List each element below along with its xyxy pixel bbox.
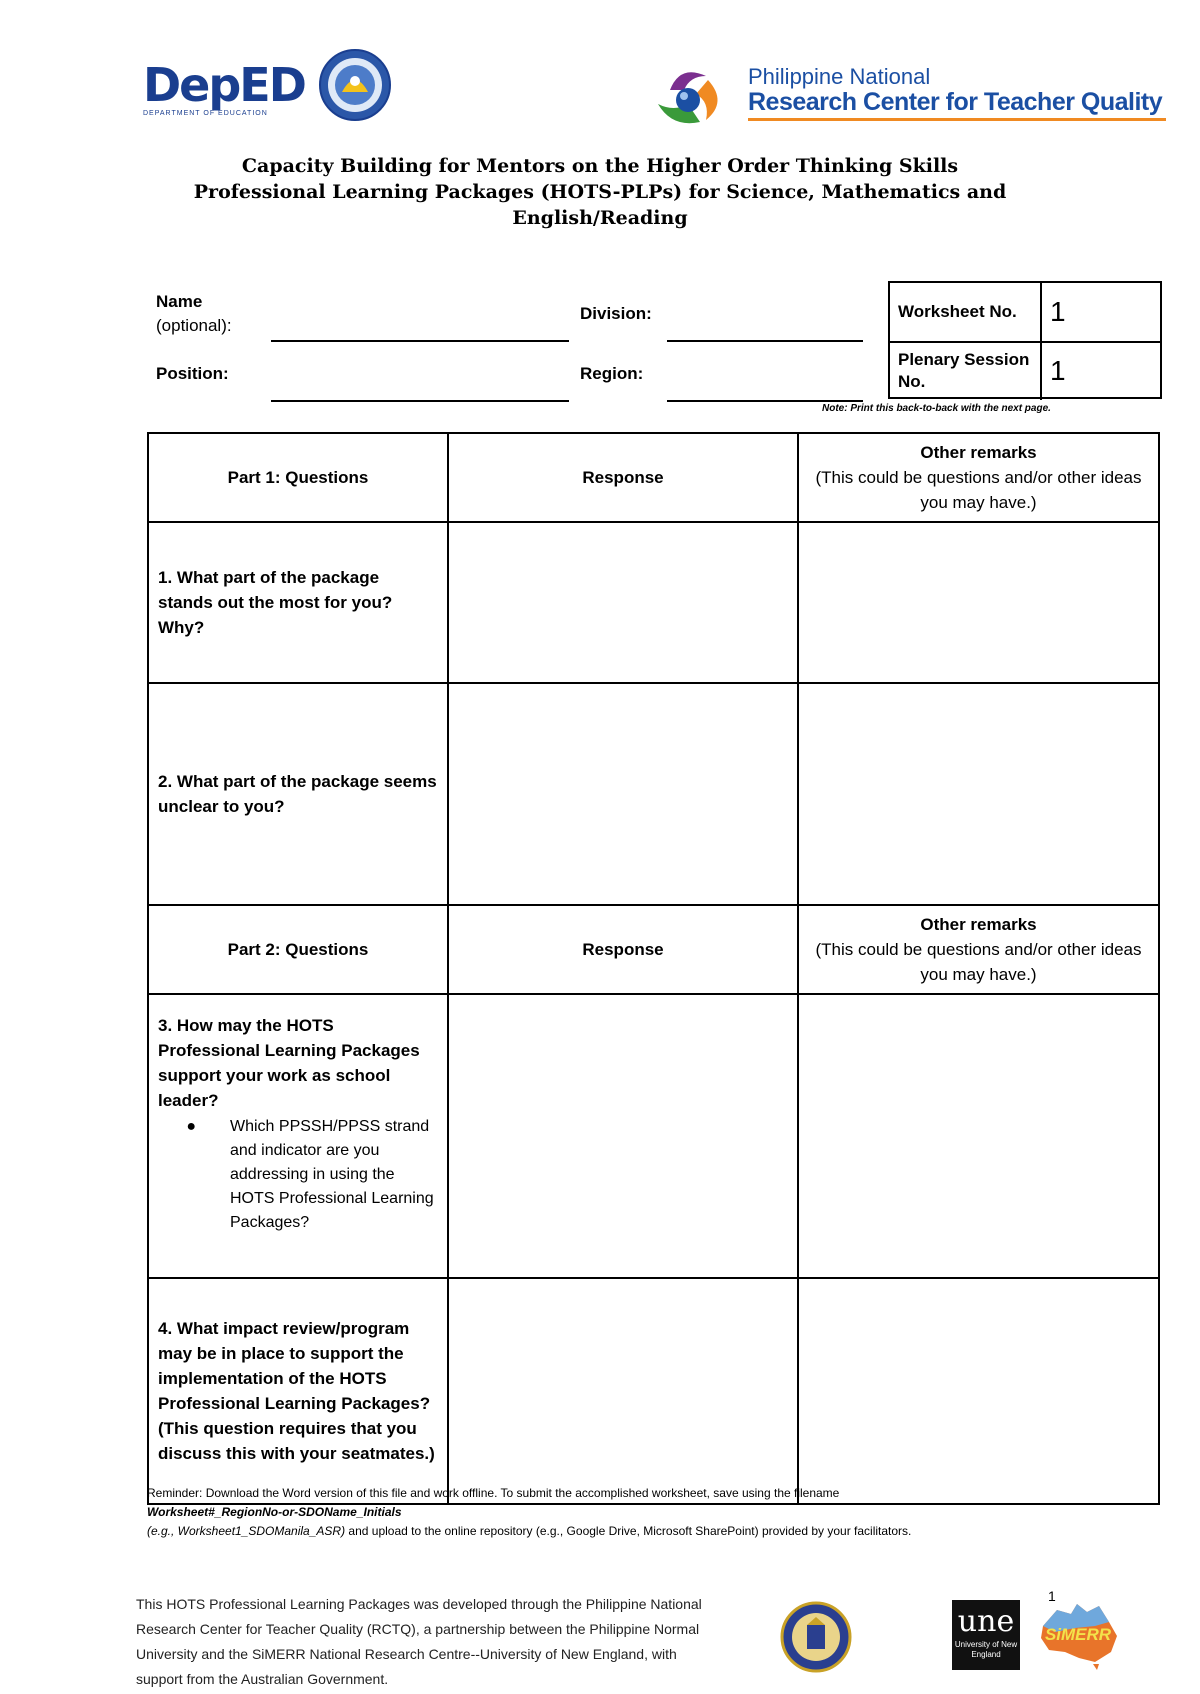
question-1: 1. What part of the package stands out the most for you? Why? [148,522,448,683]
title-line-3: English/Reading [512,207,688,229]
response-3-cell[interactable] [448,994,798,1278]
remarks-1-cell[interactable] [798,522,1159,683]
plenary-session-label: Plenary Session No. [890,342,1042,400]
name-label [156,290,232,338]
deped-logo-text: DepED [143,58,305,112]
worksheet-number-row [890,283,1160,343]
response-header: Response [448,433,798,522]
table-row [148,1278,1159,1504]
worksheet-info-box [888,281,1162,399]
worksheet-number-value[interactable]: 1 [1050,296,1066,327]
rctq-logo-icon [650,62,728,126]
deped-logo-subtext: DEPARTMENT OF EDUCATION [143,110,268,117]
question-3-bullet [158,1115,438,1235]
simerr-logo-text: SiMERR [1044,1625,1112,1644]
reminder-line1: Reminder: Download the Word version of this file and work offline. To submit the accomplished worksheet, save using the filename [147,1486,840,1500]
remarks-header-2-line2: (This could be questions and/or other ideas you may have.) [815,940,1142,984]
table-row [148,522,1159,683]
question-4: 4. What impact review/program may be in place to support the implementation of the HOTS Professional Learning Packages? (This question requires that you discuss this with your seatmates.) [148,1278,448,1504]
simerr-logo-icon [1035,1596,1121,1672]
table-row [148,683,1159,905]
une-logo-subtext: University of New England [954,1640,1018,1659]
region-label: Region: [580,364,644,383]
remarks-3-cell[interactable] [798,994,1159,1278]
remarks-2-cell[interactable] [798,683,1159,905]
rctq-name-line2: Research Center for Teacher Quality [748,88,1163,116]
question-3-cell [148,994,448,1278]
document-title [140,153,1060,231]
pnu-seal-icon [780,1601,852,1673]
part1-header-row [148,433,1159,522]
agency-seal-icon [318,48,392,122]
position-label: Position: [156,364,229,383]
division-field[interactable] [667,340,863,342]
une-logo-text: une [957,1604,1015,1639]
remarks-header [798,433,1159,522]
worksheet-number-label: Worksheet No. [890,283,1042,341]
response-2-cell[interactable] [448,683,798,905]
region-field[interactable] [667,400,863,402]
reminder-filename: Worksheet#_RegionNo-or-SDOName_Initials [147,1505,402,1519]
title-line-1: Capacity Building for Mentors on the Higher Order Thinking Skills [241,155,959,177]
footer-acknowledgement: This HOTS Professional Learning Packages was developed through the Philippine National Research Center for Teacher Quality (RCTQ), a partnership between the Philippine Normal University and the SiMERR National Research Centre--University of New England, with support from the Australian Government. [136,1596,702,1687]
remarks-header-2 [798,905,1159,994]
page-number: 1 [1048,1588,1056,1604]
bullet-icon: ● [186,1118,196,1135]
remarks-4-cell[interactable] [798,1278,1159,1504]
part1-header: Part 1: Questions [148,433,448,522]
question-3-bullet-text: Which PPSSH/PPSS strand and indicator are you addressing in using the HOTS Professional Learning Packages? [230,1118,434,1231]
title-line-2: Professional Learning Packages (HOTS-PLPs) for Science, Mathematics and [193,181,1007,203]
part2-header-row [148,905,1159,994]
reminder-upload-text: and upload to the online repository (e.g., Google Drive, Microsoft SharePoint) provided by your facilitators. [345,1524,912,1538]
questions-table [147,432,1160,1505]
remarks-header-line1: Other remarks [920,443,1037,462]
response-1-cell[interactable] [448,522,798,683]
rctq-name-line1: Philippine National [748,64,931,89]
submission-reminder [147,1484,1157,1541]
name-field[interactable] [271,340,569,342]
response-4-cell[interactable] [448,1278,798,1504]
question-3: 3. How may the HOTS Professional Learning Packages support your work as school leader? [158,1016,420,1110]
name-label-line2: (optional): [156,316,232,335]
division-label: Division: [580,304,652,323]
position-field[interactable] [271,400,569,402]
rctq-underline [748,118,1166,121]
reminder-line3 [147,1522,1157,1541]
une-logo [952,1600,1020,1670]
response-header-2: Response [448,905,798,994]
table-row [148,994,1159,1278]
name-label-line1: Name [156,292,203,311]
deped-logo [143,58,305,124]
print-note: Note: Print this back-to-back with the next page. [822,403,1051,414]
plenary-session-value[interactable]: 1 [1050,355,1066,386]
question-2: 2. What part of the package seems unclear to you? [148,683,448,905]
remarks-header-2-line1: Other remarks [920,915,1037,934]
remarks-header-line2: (This could be questions and/or other ideas you may have.) [815,468,1142,512]
reminder-example: (e.g., Worksheet1_SDOManila_ASR) [147,1524,346,1538]
part2-header: Part 2: Questions [148,905,448,994]
plenary-session-row [890,342,1160,400]
